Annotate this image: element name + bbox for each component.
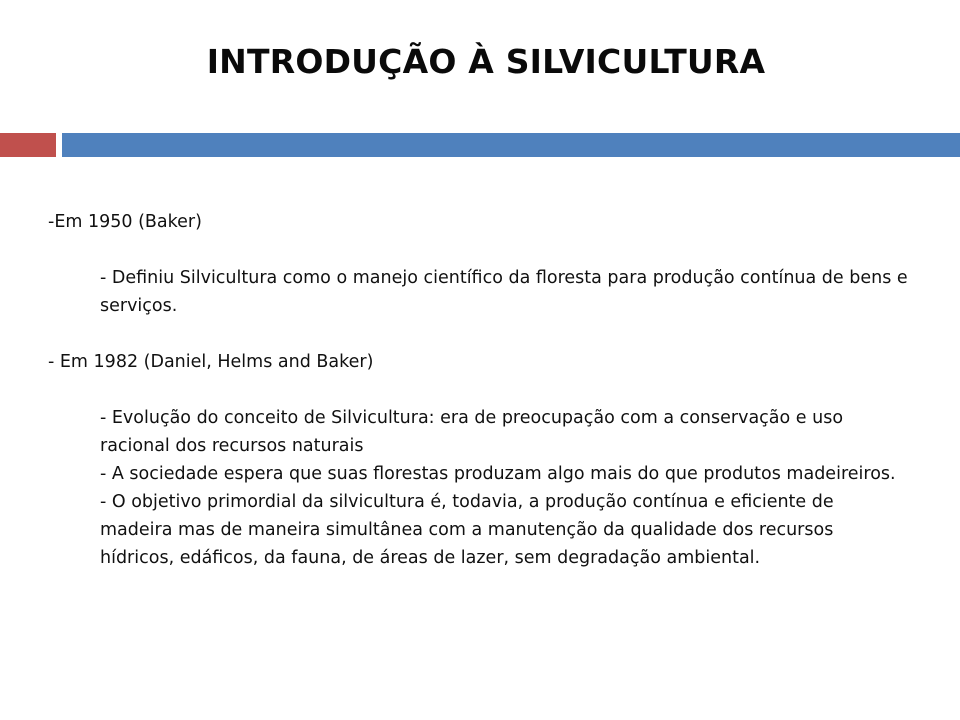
bullet-society-1982: - A sociedade espera que suas florestas produzam algo mais do que produtos madeireiros.	[100, 464, 896, 484]
section-heading-1982: - Em 1982 (Daniel, Helms and Baker)	[48, 352, 374, 372]
slide-body	[48, 208, 908, 572]
section-heading-1950: -Em 1950 (Baker)	[48, 212, 202, 232]
slide-title: INTRODUÇÃO À SILVICULTURA	[206, 42, 766, 81]
bullet-definition-1950: - Definiu Silvicultura como o manejo científico da floresta para produção contínua de bens e serviços.	[100, 268, 908, 316]
bullet-objective-1982: - O objetivo primordial da silvicultura é, todavia, a produção contínua e eficiente de madeira mas de maneira simultânea com a manutenção da qualidade dos recursos hídricos, edáficos, da fauna, de áreas de lazer, sem degradação ambiental.	[100, 492, 834, 568]
bullet-evolution-1982: - Evolução do conceito de Silvicultura: era de preocupação com a conservação e uso racional dos recursos naturais	[100, 408, 844, 456]
accent-bar-blue	[62, 133, 960, 157]
accent-bar-red	[0, 133, 56, 157]
